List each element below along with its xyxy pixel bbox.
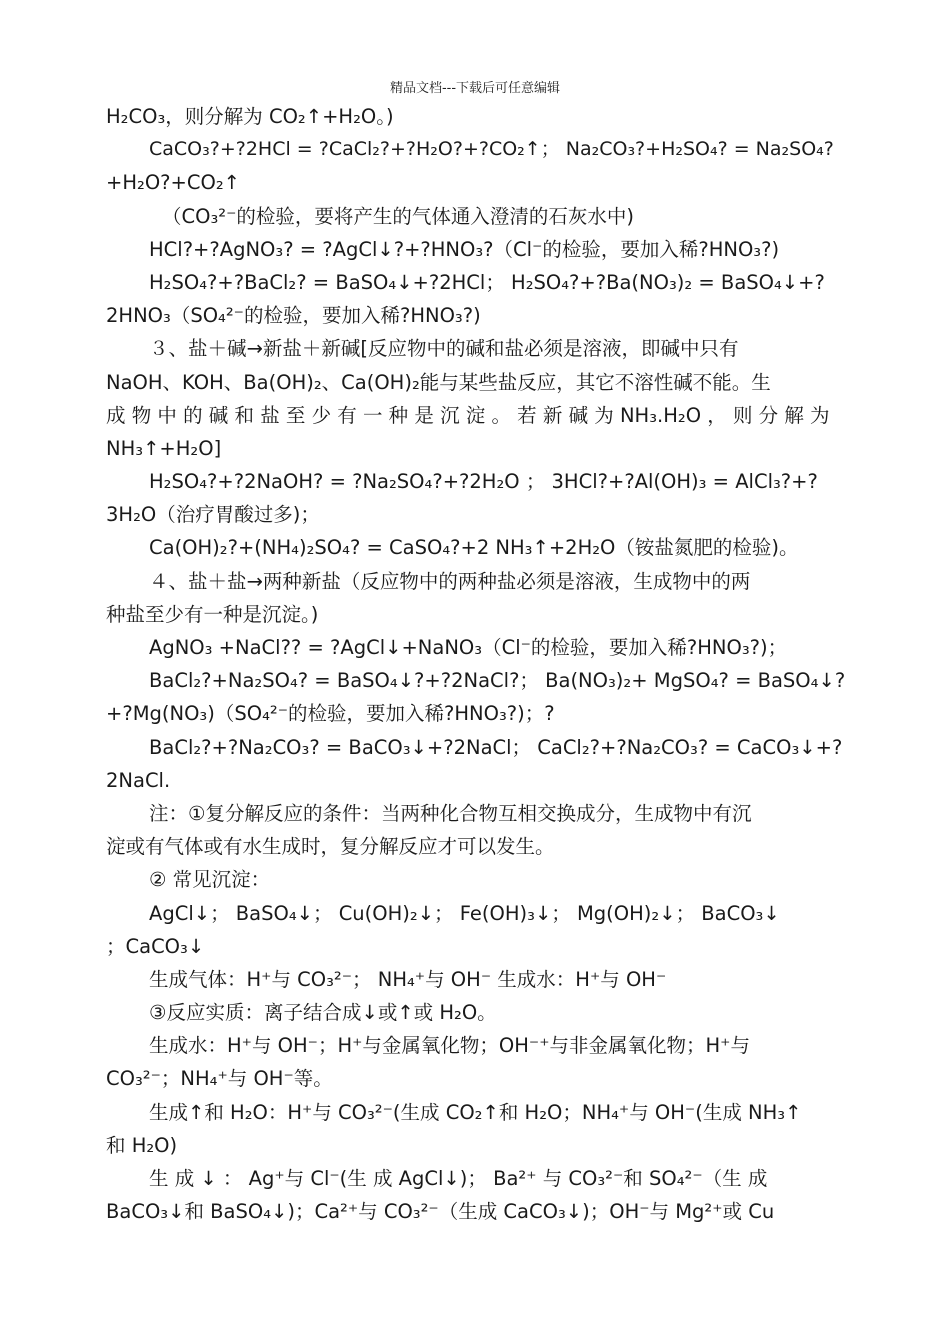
text-line: +?Mg(NO₃)（SO₄²⁻的检验，要加入稀?HNO₃?)；? <box>106 702 555 726</box>
text-line: 生成水：H⁺与 OH⁻；H⁺与金属氧化物；OH⁻⁺与非金属氧化物；H⁺与 <box>149 1034 750 1058</box>
text-line: H₂SO₄?+?BaCl₂? = BaSO₄↓+?2HCl； H₂SO₄?+?Ba(NO₃)₂ = BaSO₄↓+? <box>149 270 825 294</box>
text-line: 注：①复分解反应的条件：当两种化合物互相交换成分，生成物中有沉 <box>149 801 752 825</box>
text-line: NH₃↑+H₂O] <box>106 436 222 460</box>
text-line: 淀或有气体或有水生成时，复分解反应才可以发生。 <box>106 835 555 859</box>
text-line: （CO₃²⁻的检验，要将产生的气体通入澄清的石灰水中) <box>162 204 634 228</box>
text-line: 种盐至少有一种是沉淀。) <box>106 602 319 626</box>
text-line: BaCl₂?+Na₂SO₄? = BaSO₄↓?+?2NaCl?； Ba(NO₃)₂+ MgSO₄? = BaSO₄↓? <box>149 669 846 693</box>
text-line: 和 H₂O) <box>106 1133 178 1157</box>
text-line: 2NaCl. <box>106 768 171 792</box>
text-line: 成 物 中 的 碱 和 盐 至 少 有 一 种 是 沉 淀 。 若 新 碱 为 NH₃.H₂O ， 则 分 解 为 <box>106 403 830 427</box>
text-line: CO₃²⁻；NH₄⁺与 OH⁻等。 <box>106 1067 333 1091</box>
text-line: CaCO₃?+?2HCl = ?CaCl₂?+?H₂O?+?CO₂↑； Na₂CO₃?+H₂SO₄? = Na₂SO₄? <box>149 138 834 161</box>
text-line: Ca(OH)₂?+(NH₄)₂SO₄? = CaSO₄?+2 NH₃↑+2H₂O（铵盐氮肥的检验)。 <box>149 536 799 560</box>
text-line: H₂CO₃，则分解为 CO₂↑+H₂O。) <box>106 105 394 128</box>
text-line: 生成气体：H⁺与 CO₃²⁻； NH₄⁺与 OH⁻ 生成水：H⁺与 OH⁻ <box>149 967 667 991</box>
text-line: ③反应实质：离子结合成↓或↑或 H₂O。 <box>149 1001 497 1025</box>
text-line: HCl?+?AgNO₃? = ?AgCl↓?+?HNO₃?（Cl⁻的检验，要加入稀?HNO₃?) <box>149 237 780 261</box>
text-line: ３、盐＋碱→新盐＋新碱[反应物中的碱和盐必须是溶液，即碱中只有 <box>149 337 739 361</box>
text-line: 生成↑和 H₂O：H⁺与 CO₃²⁻(生成 CO₂↑和 H₂O；NH₄⁺与 OH⁻(生成 NH₃↑ <box>149 1100 802 1124</box>
text-line: BaCO₃↓和 BaSO₄↓)；Ca²⁺与 CO₃²⁻（生成 CaCO₃↓)；OH⁻与 Mg²⁺或 Cu <box>106 1200 775 1224</box>
document-body <box>106 100 846 1228</box>
text-line: 3H₂O（治疗胃酸过多)； <box>106 503 320 527</box>
text-line: BaCl₂?+?Na₂CO₃? = BaCO₃↓+?2NaCl； CaCl₂?+?Na₂CO₃? = CaCO₃↓+? <box>149 735 843 759</box>
text-line: NaOH、KOH、Ba(OH)₂、Ca(OH)₂能与某些盐反应，其它不溶性碱不能。生 <box>106 370 771 394</box>
text-line: +H₂O?+CO₂↑ <box>106 171 240 195</box>
text-line: ４、盐＋盐→两种新盐（反应物中的两种盐必须是溶液，生成物中的两 <box>149 569 751 593</box>
text-line: AgNO₃ +NaCl?? = ?AgCl↓+NaNO₃（Cl⁻的检验，要加入稀?HNO₃?)； <box>149 636 788 659</box>
text-line: 2HNO₃（SO₄²⁻的检验，要加入稀?HNO₃?) <box>106 304 481 328</box>
text-line: ；CaCO₃↓ <box>106 934 205 958</box>
text-line: H₂SO₄?+?2NaOH? = ?Na₂SO₄?+?2H₂O ； 3HCl?+?Al(OH)₃ = AlCl₃?+? <box>149 470 818 494</box>
page-header: 精品文档---下载后可任意编辑 <box>389 81 561 96</box>
text-line: ② 常见沉淀： <box>149 868 271 892</box>
text-line: 生 成 ↓ ： Ag⁺与 Cl⁻(生 成 AgCl↓)； Ba²⁺ 与 CO₃²⁻和 SO₄²⁻（生 成 <box>149 1167 768 1190</box>
text-line: AgCl↓； BaSO₄↓； Cu(OH)₂↓； Fe(OH)₃↓； Mg(OH)₂↓； BaCO₃↓ <box>149 901 780 925</box>
